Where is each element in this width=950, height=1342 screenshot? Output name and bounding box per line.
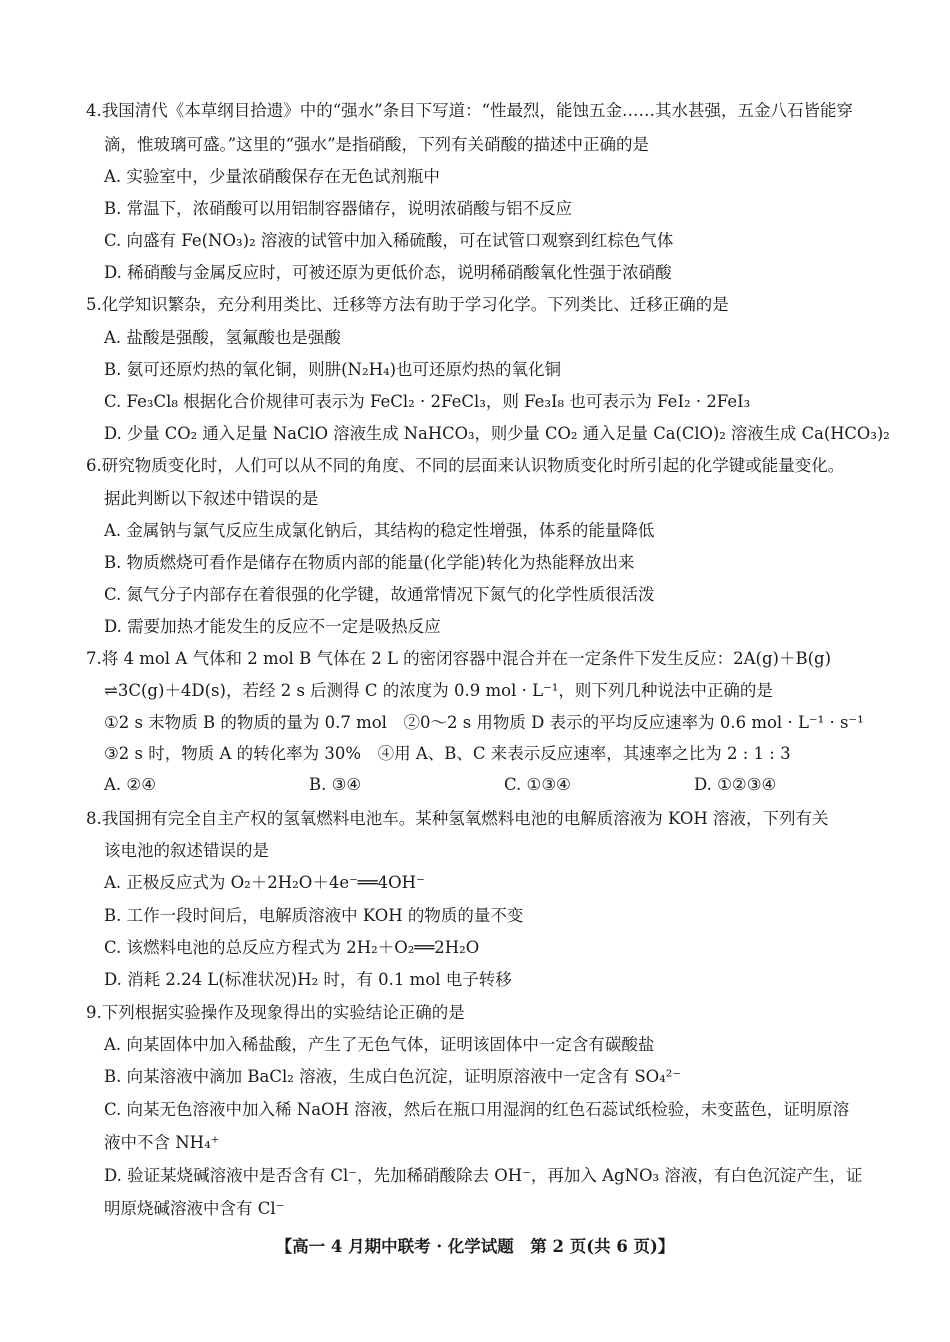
- q8-stem-line-1: 8.我国拥有完全自主产权的氢氧燃料电池车。某种氢氧燃料电池的电解质溶液为 KOH 溶液，下列有关: [86, 809, 829, 828]
- q7-option-c: C. ①③④: [504, 775, 571, 794]
- q4-option-b: B. 常温下，浓硝酸可以用铝制容器储存，说明浓硝酸与铝不反应: [104, 199, 573, 218]
- q7-option-a: A. ②④: [104, 775, 156, 794]
- q7-option-d: D. ①②③④: [694, 775, 777, 794]
- q9-option-d-line-2: 明原烧碱溶液中含有 Cl⁻: [104, 1199, 285, 1218]
- q6-option-a: A. 金属钠与氯气反应生成氯化钠后，其结构的稳定性增强，体系的能量降低: [104, 521, 655, 540]
- q5-option-d: D. 少量 CO₂ 通入足量 NaClO 溶液生成 NaHCO₃，则少量 CO₂ 通入足量 Ca(ClO)₂ 溶液生成 Ca(HCO₃)₂: [104, 424, 890, 443]
- q5-option-c: C. Fe₃Cl₈ 根据化合价规律可表示为 FeCl₂ · 2FeCl₃，则 Fe₃I₈ 也可表示为 FeI₂ · 2FeI₃: [104, 392, 751, 411]
- q7-stem-line-2: ⇌3C(g)＋4D(s)，若经 2 s 后测得 C 的浓度为 0.9 mol · L⁻¹，则下列几种说法中正确的是: [104, 681, 773, 700]
- q5-option-a: A. 盐酸是强酸，氢氟酸也是强酸: [104, 328, 341, 347]
- q9-stem-line-1: 9.下列根据实验操作及现象得出的实验结论正确的是: [86, 1003, 465, 1022]
- q9-option-d-line-1: D. 验证某烧碱溶液中是否含有 Cl⁻，先加稀硝酸除去 OH⁻，再加入 AgNO₃ 溶液，有白色沉淀产生，证: [104, 1166, 863, 1185]
- q9-option-b: B. 向某溶液中滴加 BaCl₂ 溶液，生成白色沉淀，证明原溶液中一定含有 SO₄²⁻: [104, 1067, 682, 1086]
- q6-stem-line-1: 6.研究物质变化时，人们可以从不同的角度、不同的层面来认识物质变化时所引起的化学键或能量变化。: [86, 456, 845, 475]
- q6-option-b: B. 物质燃烧可看作是储存在物质内部的能量(化学能)转化为热能释放出来: [104, 553, 635, 572]
- q5-option-b: B. 氨可还原灼热的氧化铜，则肼(N₂H₄)也可还原灼热的氧化铜: [104, 360, 562, 379]
- q4-stem-line-1: 4.我国清代《本草纲目拾遗》中的“强水”条目下写道：“性最烈，能蚀五金……其水甚强，五金八石皆能穿: [86, 101, 854, 120]
- q4-option-d: D. 稀硝酸与金属反应时，可被还原为更低价态，说明稀硝酸氧化性强于浓硝酸: [104, 263, 672, 282]
- q9-option-c-line-2: 液中不含 NH₄⁺: [104, 1133, 220, 1152]
- q6-stem-line-2: 据此判断以下叙述中错误的是: [104, 489, 319, 508]
- q5-stem-line-1: 5.化学知识繁杂，充分利用类比、迁移等方法有助于学习化学。下列类比、迁移正确的是: [86, 295, 729, 314]
- q7-statement-line-1: ①2 s 末物质 B 的物质的量为 0.7 mol ②0～2 s 用物质 D 表示的平均反应速率为 0.6 mol · L⁻¹ · s⁻¹: [104, 713, 864, 732]
- q7-options-row: [104, 774, 864, 796]
- q7-option-b: B. ③④: [309, 775, 362, 794]
- q4-stem-line-2: 滴，惟玻璃可盛。”这里的“强水”是指硝酸，下列有关硝酸的描述中正确的是: [104, 135, 650, 154]
- q8-option-a: A. 正极反应式为 O₂＋2H₂O＋4e⁻══4OH⁻: [104, 873, 425, 892]
- q7-stem-line-1: 7.将 4 mol A 气体和 2 mol B 气体在 2 L 的密闭容器中混合并在一定条件下发生反应：2A(g)＋B(g): [86, 649, 832, 668]
- q6-option-d: D. 需要加热才能发生的反应不一定是吸热反应: [104, 617, 441, 636]
- q6-option-c: C. 氮气分子内部存在着很强的化学键，故通常情况下氮气的化学性质很活泼: [104, 585, 655, 604]
- q4-option-c: C. 向盛有 Fe(NO₃)₂ 溶液的试管中加入稀硫酸，可在试管口观察到红棕色气体: [104, 231, 674, 250]
- q7-statement-line-2: ③2 s 时，物质 A 的转化率为 30% ④用 A、B、C 来表示反应速率，其速率之比为 2 : 1 : 3: [104, 744, 791, 763]
- q8-option-d: D. 消耗 2.24 L(标准状况)H₂ 时，有 0.1 mol 电子转移: [104, 970, 512, 989]
- q9-option-a: A. 向某固体中加入稀盐酸，产生了无色气体，证明该固体中一定含有碳酸盐: [104, 1035, 655, 1054]
- q9-option-c-line-1: C. 向某无色溶液中加入稀 NaOH 溶液，然后在瓶口用湿润的红色石蕊试纸检验，未变蓝色，证明原溶: [104, 1100, 850, 1119]
- q8-option-b: B. 工作一段时间后，电解质溶液中 KOH 的物质的量不变: [104, 906, 524, 925]
- q8-option-c: C. 该燃料电池的总反应方程式为 2H₂＋O₂══2H₂O: [104, 938, 480, 957]
- q4-option-a: A. 实验室中，少量浓硝酸保存在无色试剂瓶中: [104, 167, 440, 186]
- page-footer: 【高一 4 月期中联考 · 化学试题 第 2 页(共 6 页)】: [275, 1237, 675, 1256]
- q8-stem-line-2: 该电池的叙述错误的是: [104, 841, 269, 860]
